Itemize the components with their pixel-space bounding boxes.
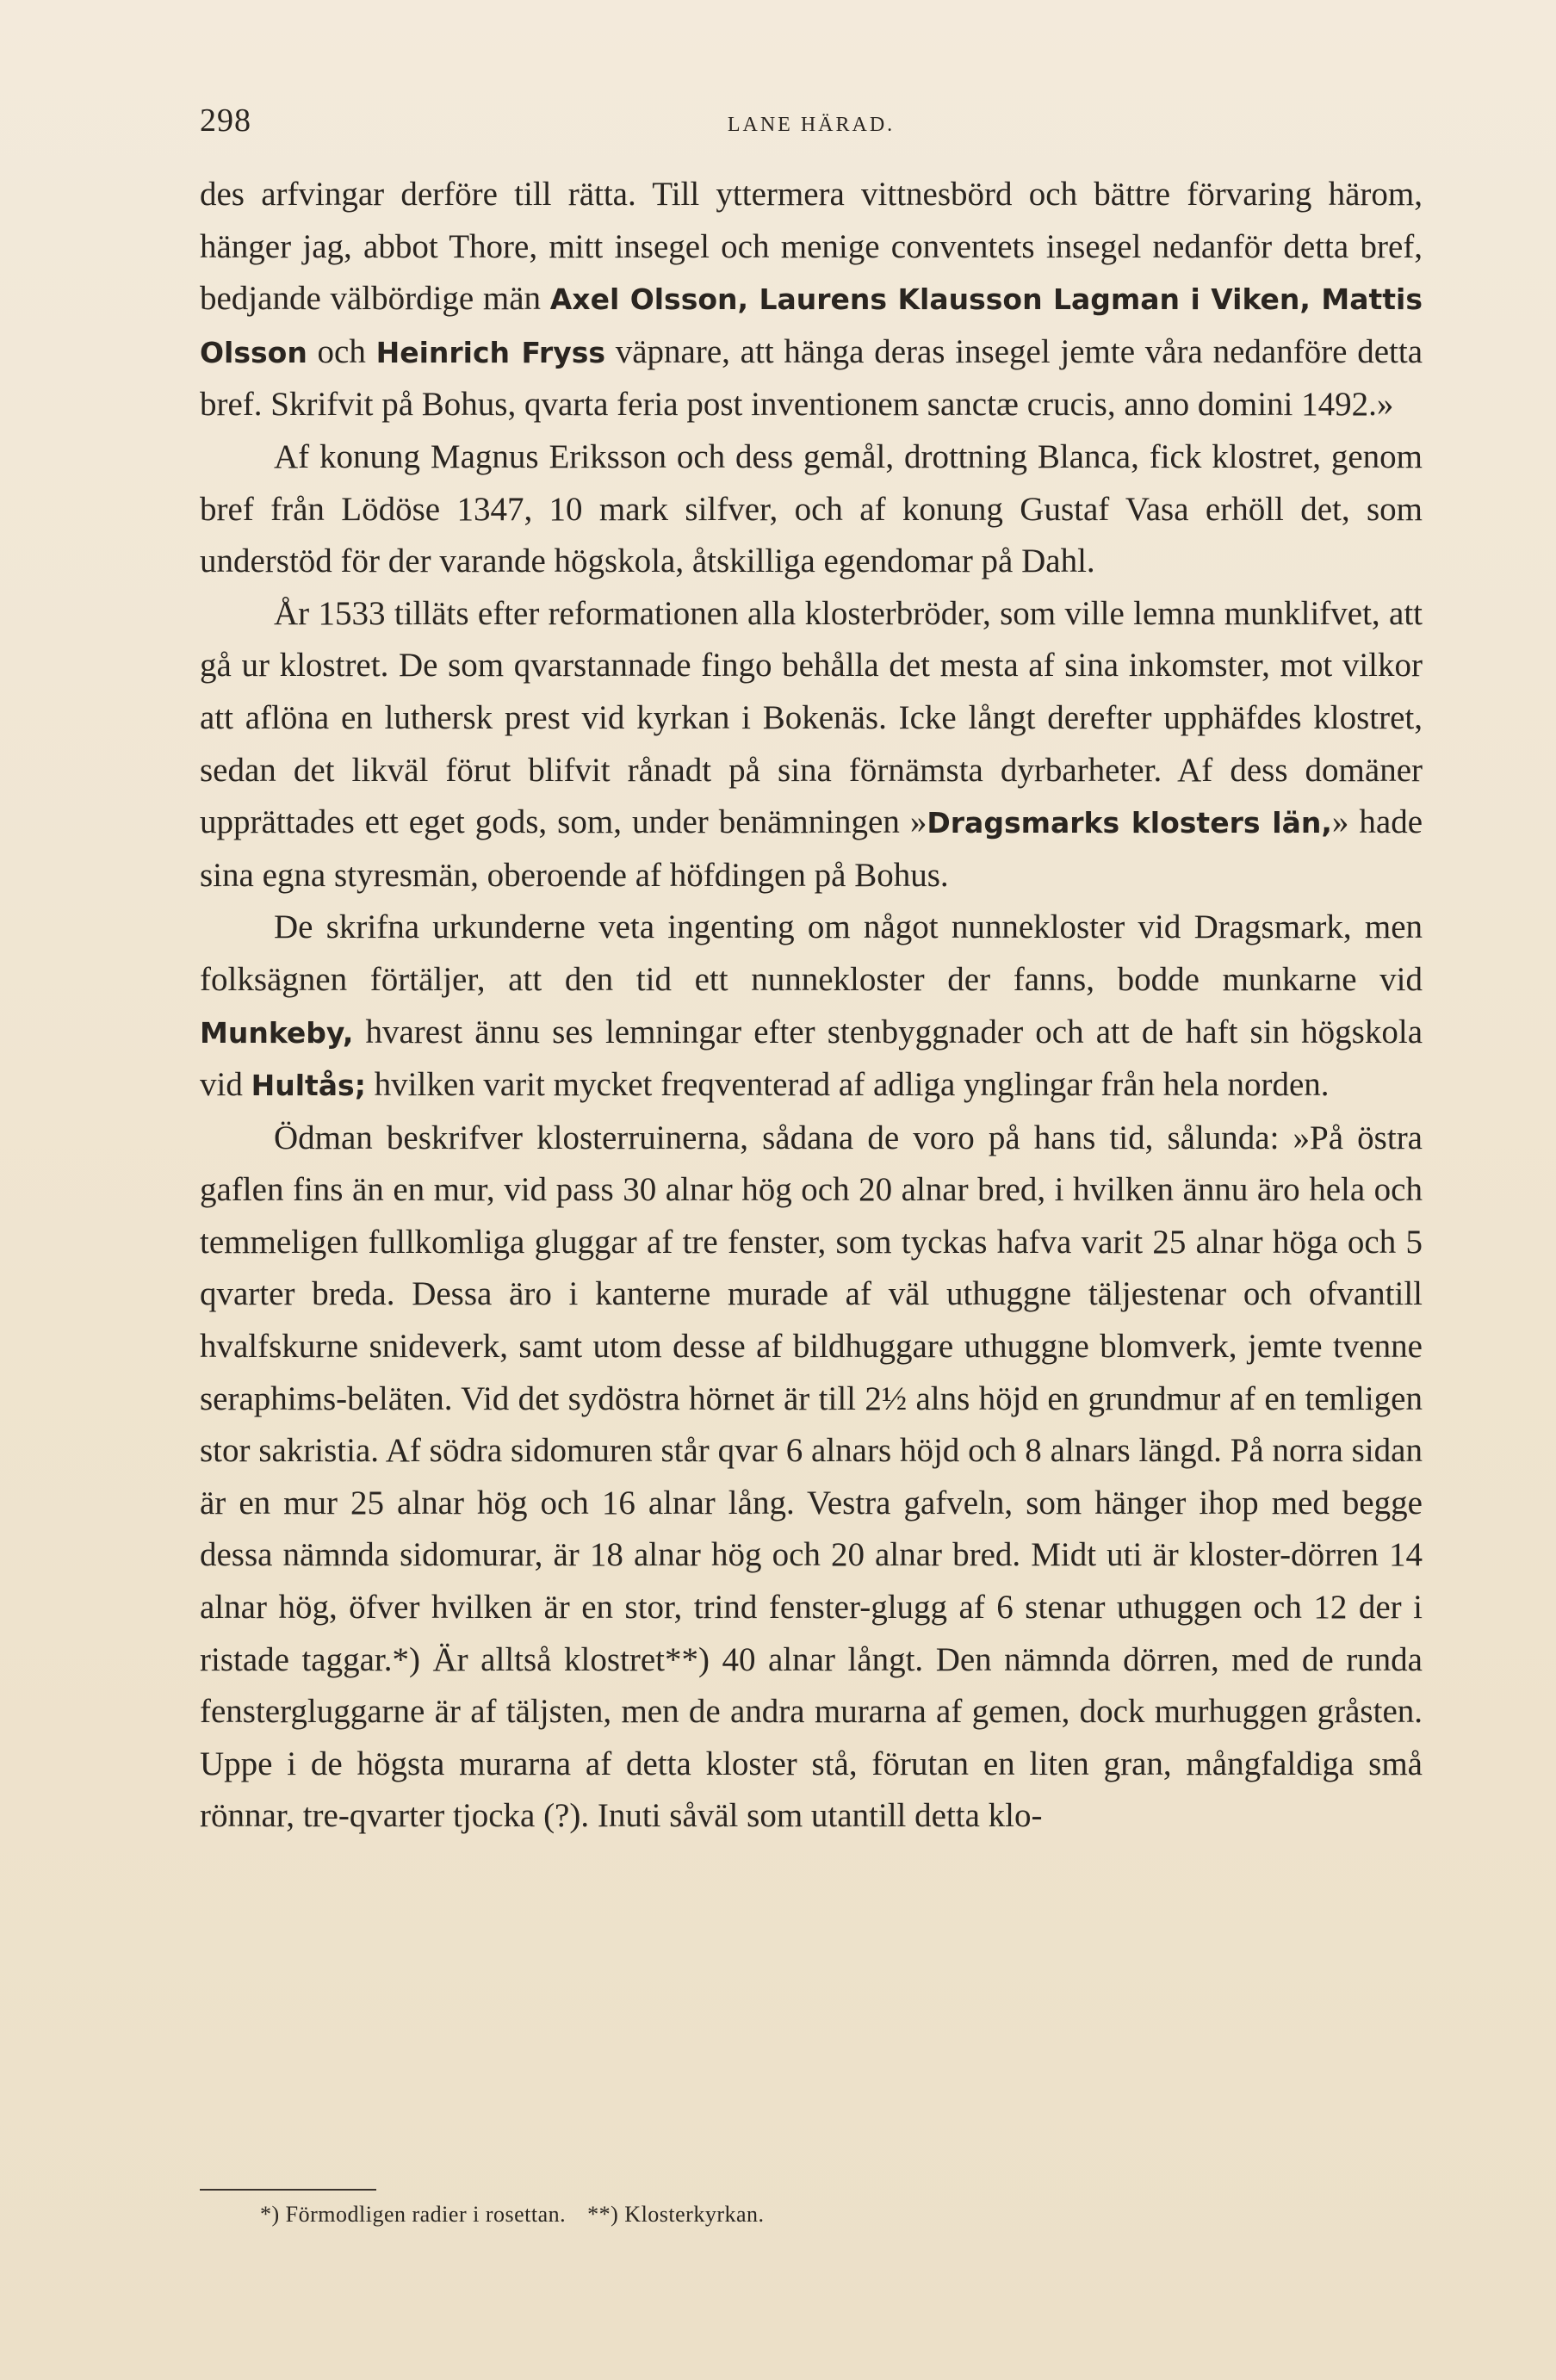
text-run: väpnare, att hänga deras insegel jemte våra nedanföre detta bref. Skrifvit på Bohus, qvarta feria post inventionem sanctæ crucis, anno domini 1492.» — [200, 332, 1423, 424]
bold-name-text: Hultås; — [251, 1069, 366, 1103]
paragraph — [200, 588, 1423, 902]
text-run: De skrifna urkunderne veta ingenting om något nunnekloster vid Dragsmark, men folksägnen förtäljer, att den tid ett nunnekloster der fanns, bodde munkarne vid — [200, 908, 1423, 998]
paragraph — [200, 169, 1423, 431]
bold-name-text: Heinrich Fryss — [375, 335, 606, 369]
text-run: och — [307, 332, 376, 370]
bold-name-text: Munkeby, — [200, 1015, 354, 1050]
text-run: Af konung Magnus Eriksson och dess gemål, drottning Blanca, fick klostret, genom bref från Lödöse 1347, 10 mark silfver, och af konung Gustaf Vasa erhöll det, som understöd för der varande högskola, åtskilliga egendomar på Dahl. — [200, 437, 1423, 580]
page-number: 298 — [200, 102, 251, 139]
bold-name-text: Dragsmarks klosters län, — [927, 806, 1332, 840]
footnote-1: *) Förmodligen radier i rosettan. — [260, 2202, 567, 2227]
paragraph — [200, 902, 1423, 1112]
footnote-divider — [200, 2189, 376, 2191]
running-head: LANE HÄRAD. — [727, 114, 896, 136]
footnote-2: **) Klosterkyrkan. — [587, 2202, 765, 2227]
text-run: des arfvingar derföre till rätta. Till yttermera vittnesbörd och bättre förvaring härom, hänger jag, abbot Thore, mitt insegel och menige conventets insegel nedanför detta bref, bedjande välbördige män — [200, 176, 1423, 318]
text-run: Ödman beskrifver klosterruinerna, sådana de voro på hans tid, sålunda: »På östra gaflen fins än en mur, vid pass 30 alnar hög och 20 alnar bred, i hvilken ännu äro hela och temmeligen fullkomliga gluggar af tre fenster, som tyckas hafva varit 25 alnar höga och 5 qvarter breda. Dessa äro i kanterne murade af väl uthuggne täljestenar och ofvantill hvalfskurne snideverk, samt utom desse af bildhuggare uthuggne blomverk, jemte tvenne seraphims-beläten. Vid det sydöstra hörnet är till 2½ alns höjd en grundmur af en temligen stor sakristia. Af södra sidomuren står qvar 6 alnars höjd och 8 alnars längd. På norra sidan är en mur 25 alnar hög och 16 alnar lång. Vestra gafveln, som hänger ihop med begge dessa nämnda sidomurar, är 18 alnar hög och 20 alnar bred. Midt uti är kloster-dörren 14 alnar hög, öfver hvilken är en stor, trind fenster-glugg af 6 stenar uthuggen och 12 der i ristade taggar.*) Är alltså klostret**) 40 alnar långt. Den nämnda dörren, med de runda fenstergluggarne är af täljsten, men de andra murarna af gemen, dock murhuggen gråsten. Uppe i de högsta murarna af detta kloster stå, förutan en liten gran, mångfaldiga små rönnar, tre-qvarter tjocka (?). Inuti såväl som utantill detta klo- — [200, 1119, 1423, 1835]
bold-name-text: Axel Olsson, Laurens Klausson Lagman i Viken, Mattis Olsson — [200, 282, 1423, 369]
text-run: År 1533 tilläts efter reformationen alla klosterbröder, som ville lemna munklifvet, att gå ur klostret. De som qvarstannade fingo behålla det mesta af sina inkomster, mot vilkor att aflöna en luthersk prest vid kyrkan i Bokenäs. Icke långt derefter upphäfdes klostret, sedan det likväl förut blifvit rånadt på sina förnämsta dyrbarheter. Af dess domäner upprättades ett eget gods, som, under benämningen » — [200, 594, 1423, 841]
footnotes — [260, 2192, 1414, 2237]
body-text — [200, 169, 1423, 1843]
text-run: » hade sina egna styresmän, oberoende af höfdingen på Bohus. — [200, 803, 1423, 894]
text-run: hvarest ännu ses lemningar efter stenbyggnader och att de haft sin högskola vid — [200, 1013, 1423, 1104]
paragraph — [200, 1113, 1423, 1843]
paragraph — [200, 431, 1423, 588]
text-run: hvilken varit mycket freqventerad af adliga ynglingar från hela norden. — [365, 1066, 1330, 1104]
page-header — [200, 102, 1423, 153]
